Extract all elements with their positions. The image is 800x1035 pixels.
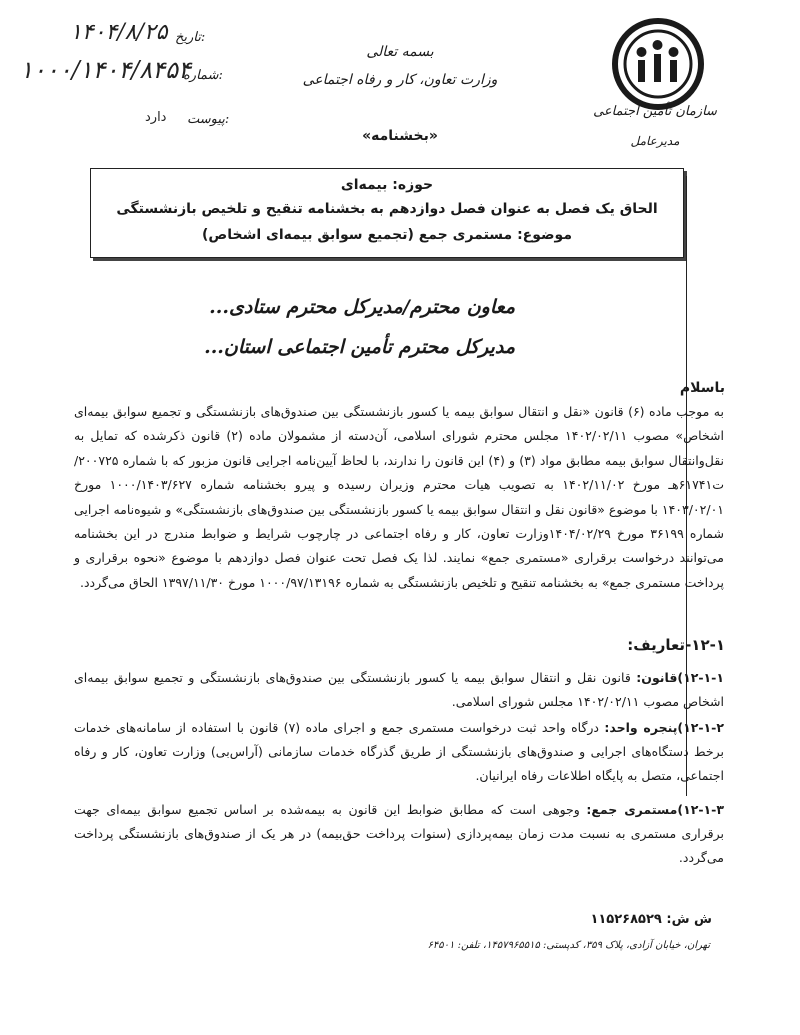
subject-domain: حوزه: بیمه‌ای [340,177,434,193]
ministry-name: وزارت تعاون، کار و رفاه اجتماعی [302,72,498,88]
number-label: شماره: [183,68,223,83]
org-name: سازمان تأمین اجتماعی [593,104,717,119]
attachment-label: پیوست: [187,112,230,127]
greeting: باسلام [679,380,725,396]
tamin-logo-icon [612,18,704,110]
circular-label: «بخشنامه» [362,128,438,144]
section-title: ۱۲-۱-تعاریف: [627,636,725,654]
attachment-value: دارد [145,110,167,125]
basmala: بسمه تعالی [366,44,434,60]
number-value: ۱۰۰۰/۱۴۰۴/۸۴۵۴ [20,56,191,84]
org-title: مدیرعامل [630,134,680,148]
body-text: به موجب ماده (۶) قانون «نقل و انتقال سوابق بیمه یا کسور بازنشستگی بین صندوق‌های بازنشستگی و تجمیع سوابق بیمه‌ای اشخاص» مصوب ۱۴۰۲/۰۲/۱۱ مجلس محترم شورای اسلامی، آن‌دسته از مشمولان ماده (۲) قانون ذکرشده که تمایل به نقل‌وانتقال سوابق بیمه مطابق مواد (۳) و (۴) این قانون را ندارند، با لحاظ آیین‌نامه اجرایی قانون مزبور که با شماره ۲۰۰۷۲۵/ت۶۱۷۴۱هـ مورخ ۱۴۰۲/۱۱/۰۲ به تصویب هیات محترم وزیران رسیده و پیرو بخشنامه شماره ۱۰۰۰/۱۴۰۳/۶۲۷ مورخ ۱۴۰۳/۰۲/۰۱ با موضوع «قانون نقل و انتقال سوابق بیمه یا کسور بازنشستگی بین صندوق‌های بازنشستگی» و شیوه‌نامه اجرایی شماره ۳۶۱۹۹ مورخ ۱۴۰۴/۰۲/۲۹وزارت تعاون، کار و رفاه اجتماعی در چارچوب شرایط و ضوابط مندرج در این بخشنامه می‌توانند درخواست برقراری «مستمری جمع» نمایند. لذا یک فصل تحت عنوان فصل دوازدهم با موضوع «نحوه برقراری و پرداخت مستمری جمع» به بخشنامه تنقیح و تلخیص بازنشستگی به شماره ۱۰۰۰/۹۷/۱۳۱۹۶ مورخ ۱۳۹۷/۱۱/۳۰ الحاق می‌گردد. [74,404,725,590]
definition-term: ۱۲-۱-۳)مستمری جمع: [586,802,724,817]
definition-text: وجوهی است که مطابق ضوابط این قانون به بیمه‌شده بر اساس تجمیع سوابق بیمه‌ای جهت برقراری مستمری به نسبت مدت زمان بیمه‌پردازی (سنوات پرداخت حق‌بیمه) در هر یک از صندوق‌های بازنشستگی پرداخت می‌گردد. [74,802,724,865]
definition-text: قانون نقل و انتقال سوابق بیمه یا کسور بازنشستگی بین صندوق‌های بازنشستگی و تجمیع سوابق بیمه‌ای اشخاص مصوب ۱۴۰۲/۰۲/۱۱ مجلس شورای اسلامی. [74,670,724,709]
footer-code: ش ش: ۱۱۵۲۶۸۵۲۹ [590,912,712,927]
addressee-2: مدیرکل محترم تأمین اجتماعی استان... [204,336,515,358]
addressee-1: معاون محترم/مدیرکل محترم ستادی... [209,296,515,318]
date-value: ۱۴۰۴/۸/۲۵ [70,20,168,45]
date-label: تاریخ: [175,30,206,45]
footer-address: تهران، خیابان آزادی، پلاک ۳۵۹، کدپستی: ۱۴۵۷۹۶۵۵۱۵، تلفن: ۶۴۵۰۱ [427,940,710,951]
definition-item [74,666,724,714]
definition-term: ۱۲-۱-۲)پنجره واحد: [604,720,725,735]
definition-item [74,716,724,788]
subject-box [90,168,684,258]
body-paragraph [74,400,724,595]
definition-term: ۱۲-۱-۱)قانون: [636,670,724,685]
subject-title: الحاق یک فصل به عنوان فصل دوازدهم به بخشنامه تنقیح و تلخیص بازنشستگی [116,201,658,217]
subject-topic: موضوع: مستمری جمع (تجمیع سوابق بیمه‌ای اشخاص) [201,227,572,243]
definition-item [74,798,724,870]
definition-text: درگاه واحد ثبت درخواست مستمری جمع و اجرای ماده (۷) قانون با استفاده از سامانه‌های خدمات برخط دستگاه‌های اجرایی و صندوق‌های بازنشستگی از طریق گذرگاه خدمات سازمانی (آرا‌س‌بی) وزارت تعاون، کار و رفاه اجتماعی، متصل به پایگاه اطلاعات رفاه ایرانیان. [74,720,724,783]
